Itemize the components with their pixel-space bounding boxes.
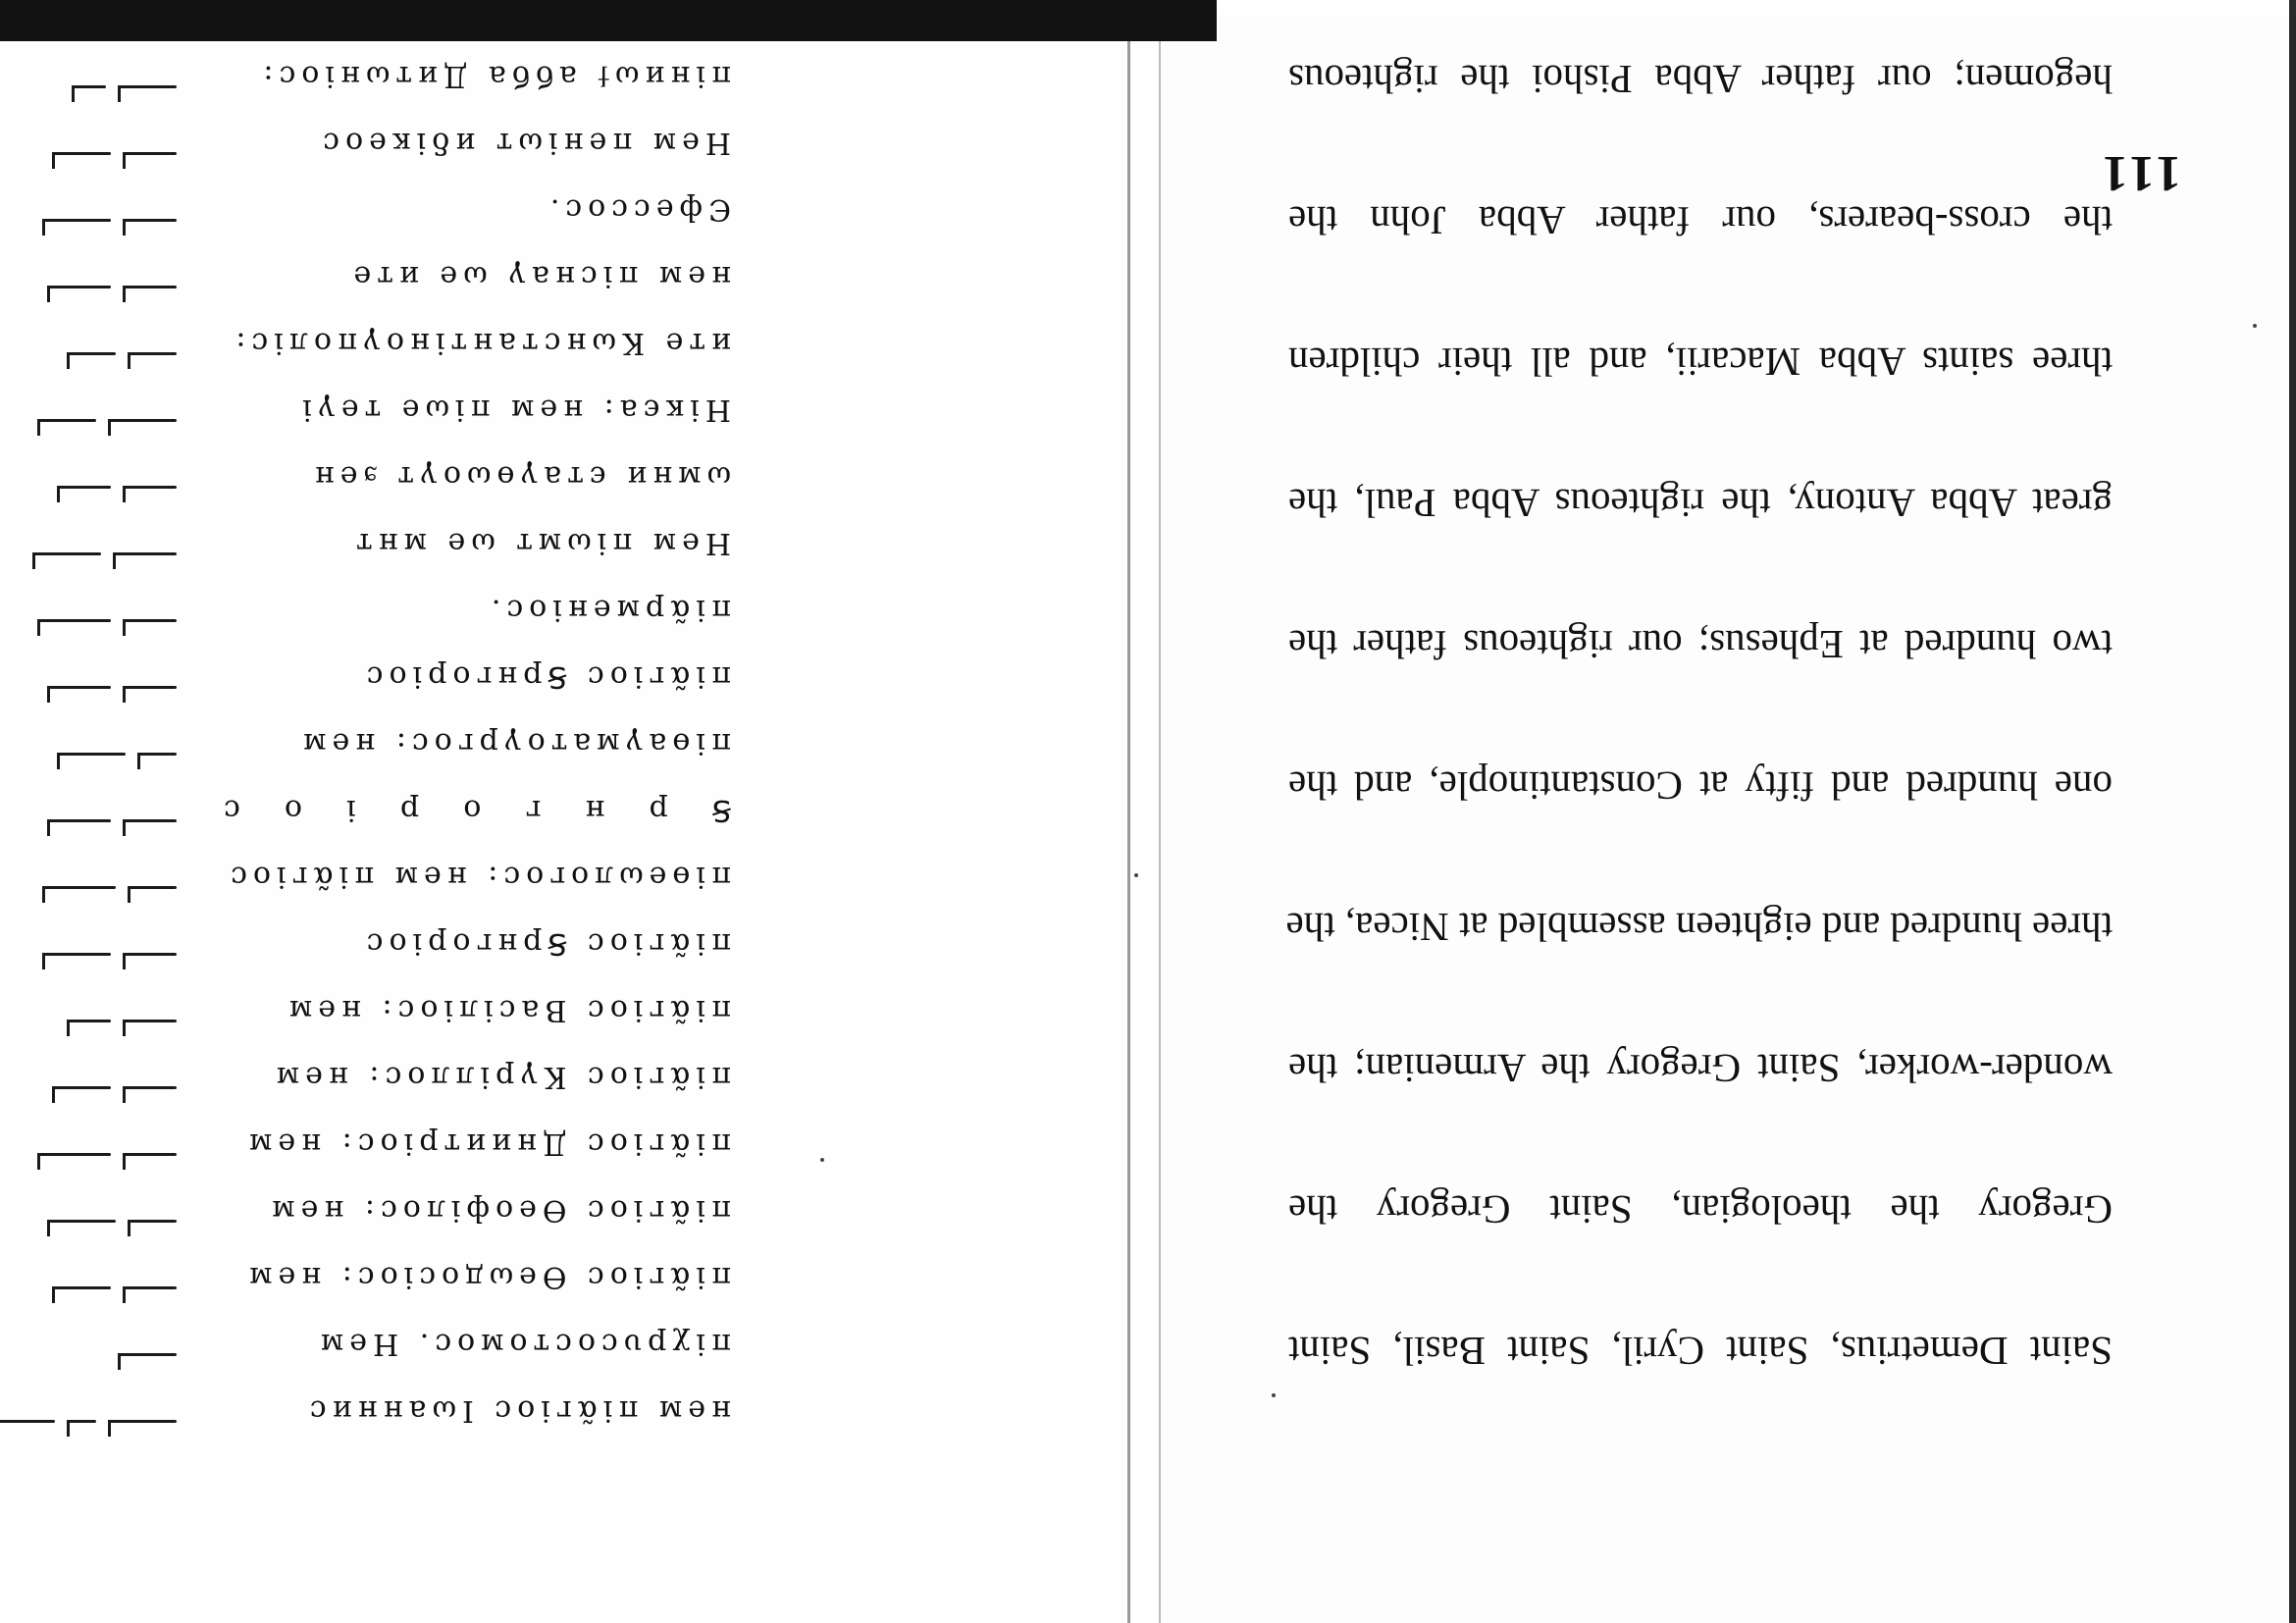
coptic-line: пiᾶгiос Ꞩрнгорiос <box>360 926 731 961</box>
coptic-line: Нем пенiωт иδiкеос <box>317 126 731 160</box>
arabic-word-glyph <box>123 819 177 822</box>
english-line: three hundred and eighteen assembled at Nicea, the <box>1285 905 2113 950</box>
arabic-word-glyph <box>57 486 111 489</box>
coptic-line: нем пiᾶгiос Iωаннис <box>303 1393 731 1428</box>
coptic-line: ите Кωнстантiноγполiс: <box>230 326 731 360</box>
coptic-line: Нем пiωмт ωе мнт <box>350 526 731 560</box>
arabic-word-glyph <box>37 1153 111 1156</box>
arabic-word-glyph <box>37 619 111 622</box>
coptic-line: нем пiснаγ ωе ите <box>347 259 731 293</box>
scan-speck <box>1272 1393 1276 1397</box>
scan-speck <box>820 1158 824 1162</box>
arabic-line <box>20 316 177 383</box>
arabic-word-glyph <box>113 552 177 555</box>
arabic-word-glyph <box>123 486 177 489</box>
arabic-word-glyph <box>123 152 177 155</box>
arabic-line <box>20 516 177 583</box>
arabic-line <box>20 116 177 183</box>
arabic-word-glyph <box>0 1420 55 1423</box>
arabic-word-glyph <box>108 1420 177 1423</box>
arabic-word-glyph <box>47 819 111 822</box>
coptic-line: ωмни єтаγөωоγт ϧен <box>308 459 731 494</box>
arabic-word-glyph <box>108 419 177 422</box>
page-number: 111 <box>2098 145 2181 201</box>
arabic-word-glyph <box>123 953 177 956</box>
arabic-word-glyph <box>47 686 111 689</box>
coptic-line: пiᾶгiос Ꞩрнгорiос <box>360 659 731 694</box>
english-page <box>1159 16 2289 1623</box>
arabic-word-glyph <box>118 85 177 88</box>
arabic-word-glyph <box>67 1020 111 1022</box>
coptic-line: пiᾶгiос Өеофiлос: нем <box>266 1193 731 1228</box>
arabic-line <box>20 783 177 850</box>
coptic-line: Ꞩ р н г о р i о с <box>221 793 731 827</box>
english-line: Saint Demetrius, Saint Cyril, Saint Basil, Saint <box>1288 1329 2113 1374</box>
arabic-word-glyph <box>42 886 116 889</box>
arabic-word-glyph <box>128 352 177 355</box>
arabic-word-glyph <box>42 953 111 956</box>
arabic-word-glyph <box>128 886 177 889</box>
english-line: Gregory the theologian, Saint Gregory the <box>1288 1187 2113 1232</box>
arabic-word-glyph <box>123 619 177 622</box>
arabic-line <box>20 650 177 716</box>
english-line: the cross-bearers, our father Abba John the <box>1288 198 2113 243</box>
arabic-word-glyph <box>52 152 111 155</box>
scan-shadow-edge <box>0 0 1217 41</box>
arabic-word-glyph <box>123 286 177 288</box>
arabic-word-glyph <box>123 686 177 689</box>
coptic-line: пiᾶгiос Өеωдосiос: нем <box>243 1260 731 1294</box>
coptic-line: Нiкєа: нем пiωе теγi <box>296 393 731 427</box>
coptic-line: пiᾶгiос Кγрiллос: нем <box>270 1060 731 1094</box>
coptic-text-column <box>221 0 731 1443</box>
coptic-line: пiниωϯ абба Дитωнiос: <box>257 59 731 93</box>
english-text-block <box>1285 9 2113 1422</box>
arabic-word-glyph <box>72 85 106 88</box>
arabic-line <box>20 383 177 449</box>
arabic-word-glyph <box>52 1086 111 1089</box>
arabic-line <box>20 1384 177 1450</box>
arabic-word-glyph <box>118 1353 177 1356</box>
coptic-line: пiөеωлогос: нем пiᾶгiос <box>225 860 731 894</box>
arabic-word-glyph <box>123 1020 177 1022</box>
arabic-line <box>20 1050 177 1117</box>
arabic-line <box>20 916 177 983</box>
arabic-word-glyph <box>123 1286 177 1289</box>
arabic-line <box>20 449 177 516</box>
arabic-line <box>20 583 177 650</box>
arabic-word-glyph <box>57 753 126 756</box>
arabic-line <box>20 1183 177 1250</box>
arabic-word-glyph <box>47 1220 116 1223</box>
arabic-word-glyph <box>52 1286 111 1289</box>
arabic-word-glyph <box>37 419 96 422</box>
english-line: great Abba Antony, the righteous Abba Paul, the <box>1288 481 2113 526</box>
arabic-word-glyph <box>47 286 111 288</box>
arabic-line <box>20 1317 177 1384</box>
arabic-word-glyph <box>32 552 101 555</box>
coptic-line: Єфессос. <box>544 192 731 227</box>
arabic-word-glyph <box>67 352 116 355</box>
english-line: one hundred and fifty at Constantinople, and the <box>1288 763 2113 809</box>
arabic-word-glyph <box>123 219 177 222</box>
scan-speck <box>1134 873 1138 877</box>
arabic-line <box>20 183 177 249</box>
arabic-line <box>20 983 177 1050</box>
arabic-line <box>20 49 177 116</box>
arabic-line <box>20 1250 177 1317</box>
arabic-word-glyph <box>67 1420 96 1423</box>
english-line: three saints Abba Macarii, and all their children <box>1288 340 2113 385</box>
english-line: two hundred at Ephesus; our righteous father the <box>1288 622 2113 667</box>
coptic-line: пiᾶгiос Дниитрiос: нем <box>243 1126 731 1161</box>
english-line: wonder-worker, Saint Gregory the Armenian; the <box>1288 1046 2113 1091</box>
arabic-text-column <box>20 0 177 1450</box>
arabic-word-glyph <box>123 1086 177 1089</box>
scan-speck <box>2253 324 2257 328</box>
coptic-line: пiχрυсостомос. Нем <box>314 1327 731 1361</box>
coptic-line: пiөаγматоγргос: нем <box>297 726 731 760</box>
scan-edge <box>2289 0 2296 1623</box>
arabic-word-glyph <box>123 1153 177 1156</box>
coptic-line: пiᾶгiос Васiлiос: нем <box>283 993 731 1027</box>
arabic-line <box>20 716 177 783</box>
arabic-line <box>20 1117 177 1183</box>
english-line: hegomen; our father Abba Pishoi the righteous <box>1288 57 2113 102</box>
arabic-word-glyph <box>128 1220 177 1223</box>
arabic-line <box>20 850 177 916</box>
arabic-word-glyph <box>137 753 177 756</box>
coptic-line: пiᾶрменiос. <box>485 593 731 627</box>
arabic-line <box>20 249 177 316</box>
arabic-word-glyph <box>42 219 111 222</box>
